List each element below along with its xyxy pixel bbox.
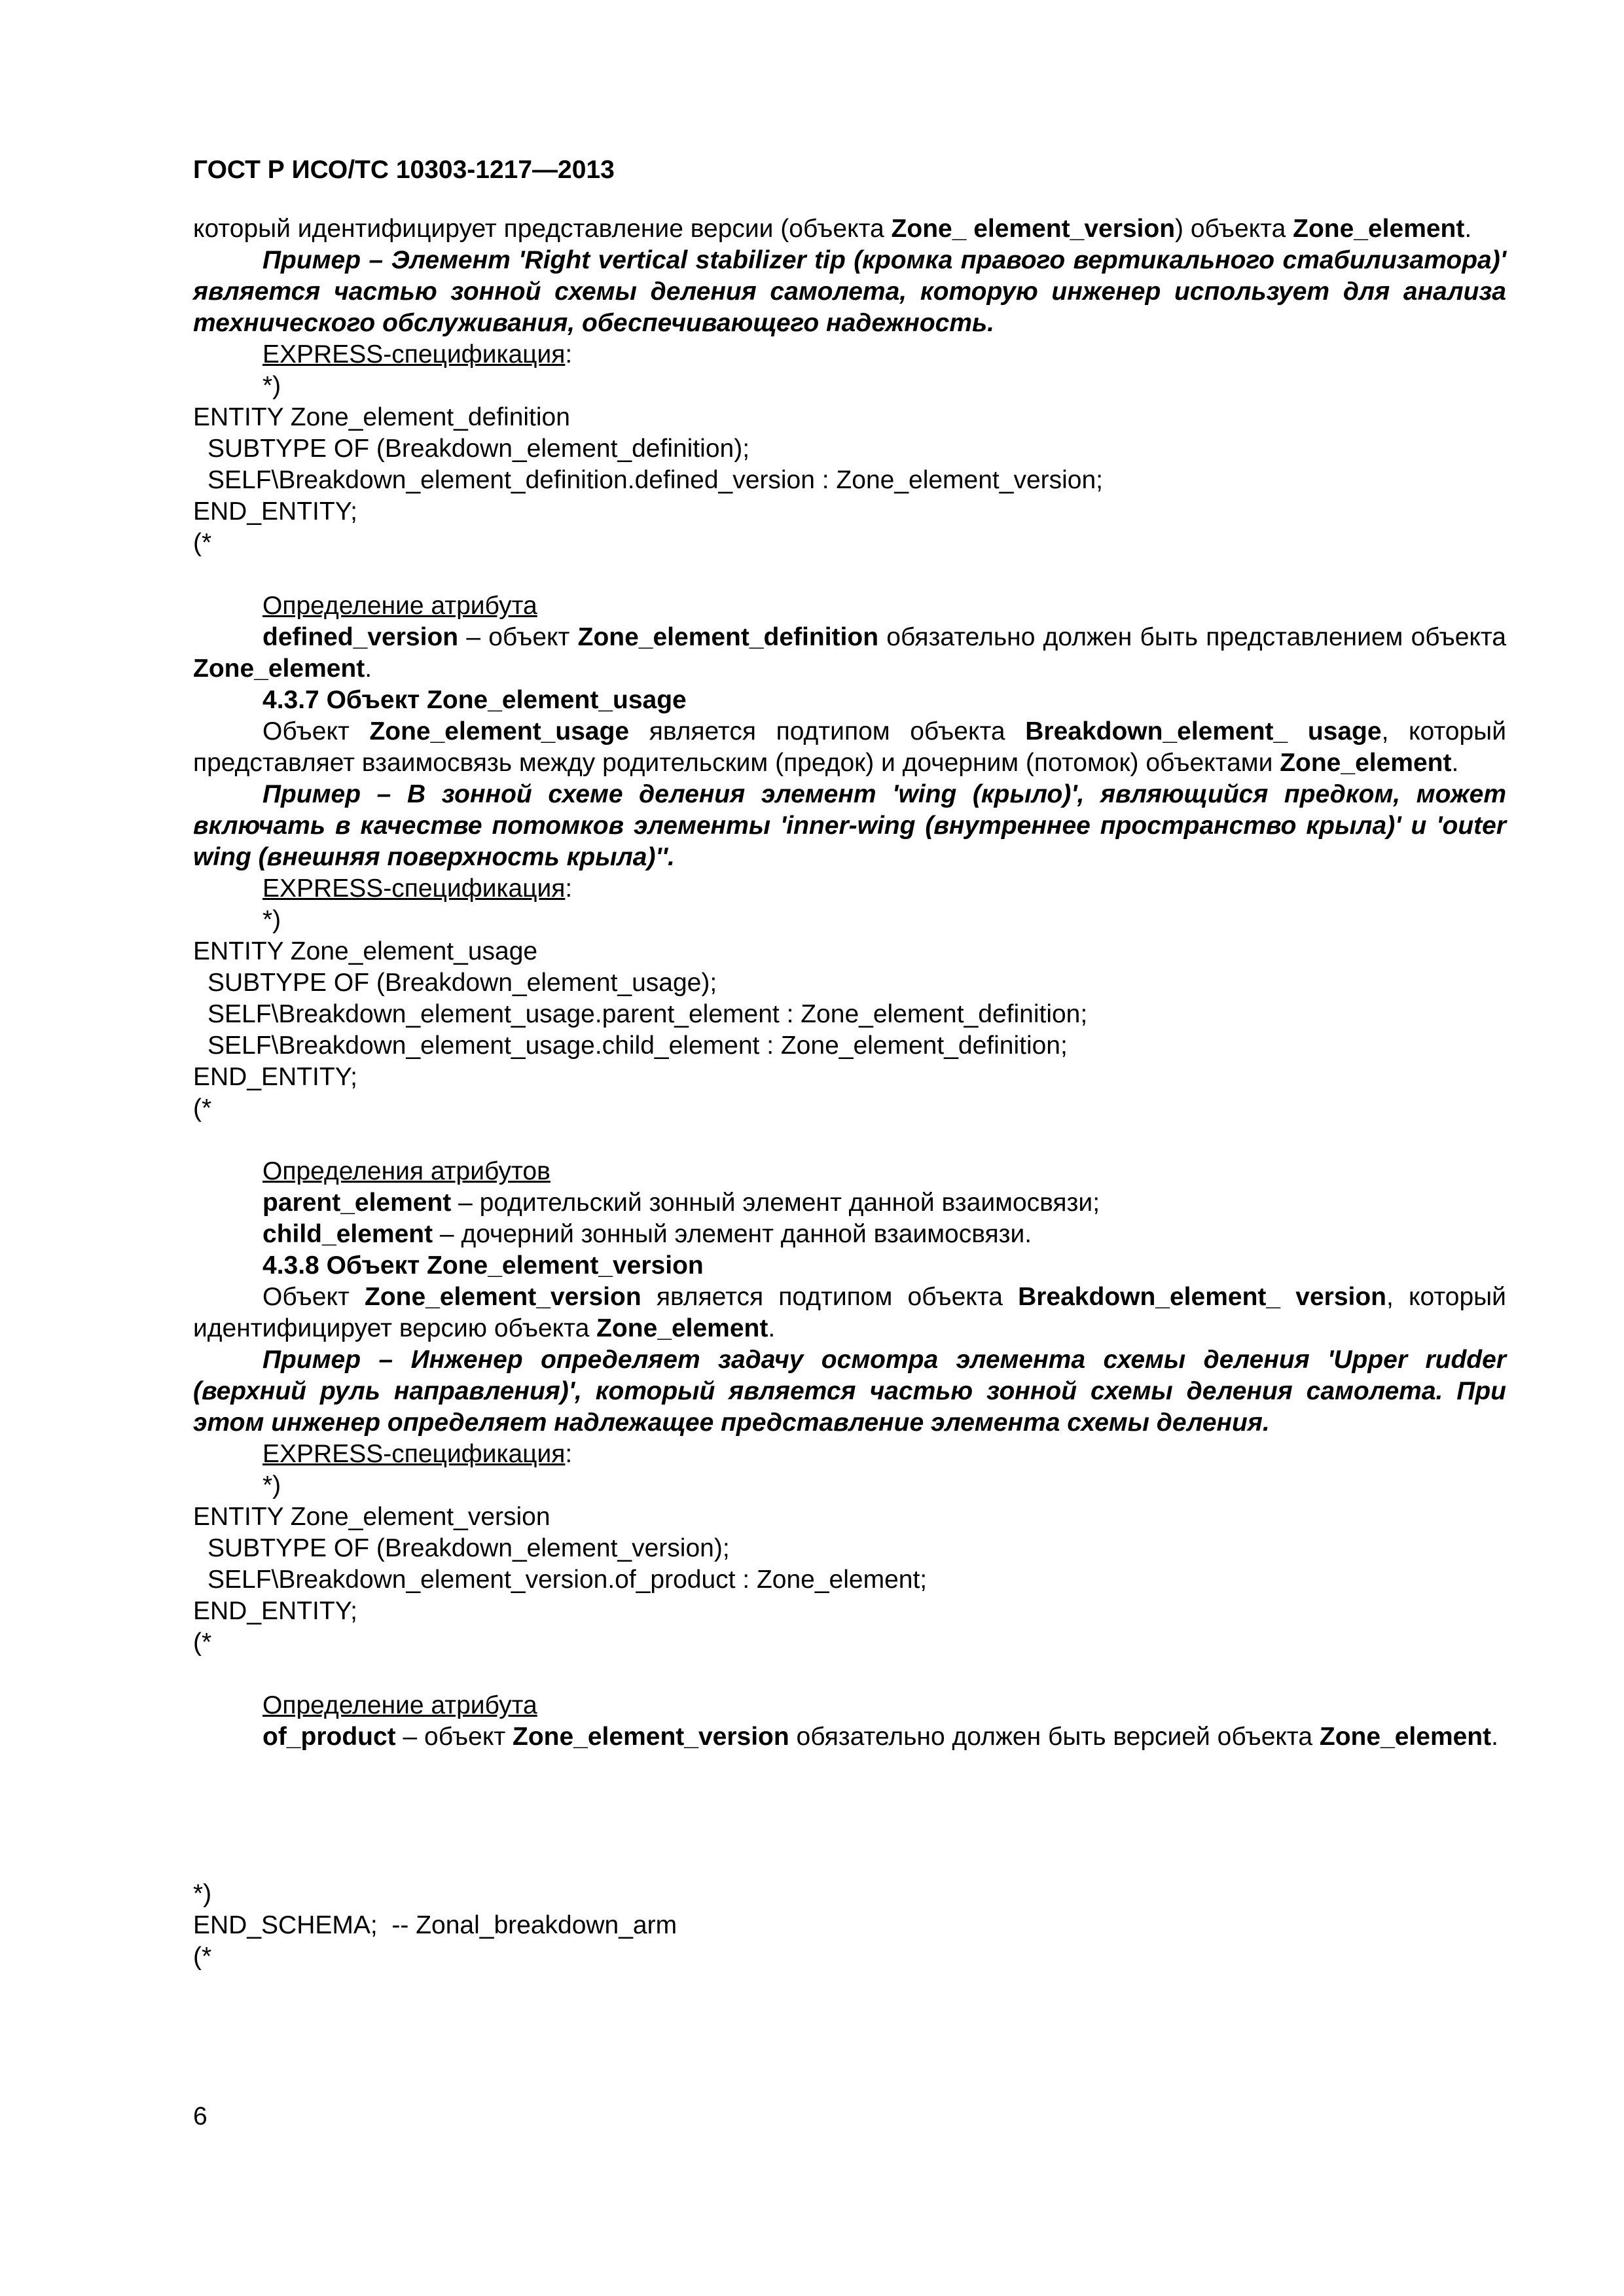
code-subtype-2: SUBTYPE OF (Breakdown_element_usage); <box>208 969 717 997</box>
section-heading-437: 4.3.7 Объект Zone_element_usage <box>262 686 687 714</box>
code-open-3: *) <box>262 1471 281 1499</box>
attr-def-heading-3: Определение атрибута <box>262 1691 537 1719</box>
example-2: Пример – В зонной схеме деления элемент 'wing (крыло)', являющийся предком, может включать в качестве потомков элементы 'inner-wing (внутреннее пространство крыла)' и 'outer wing (внешняя поверхность крыла)''. <box>193 780 1506 871</box>
code-end-entity-1: END_ENTITY; <box>193 497 358 526</box>
express-heading-3: EXPRESS-спецификация: <box>262 1440 573 1468</box>
code-open-1: *) <box>262 372 281 400</box>
code-close-final: (* <box>193 1943 212 1971</box>
code-entity-1: ENTITY Zone_element_definition <box>193 403 570 431</box>
code-self-2a: SELF\Breakdown_element_usage.parent_element : Zone_element_definition; <box>208 1000 1088 1028</box>
code-end-entity-3: END_ENTITY; <box>193 1597 358 1625</box>
code-open-2: *) <box>262 906 281 934</box>
code-close-2: (* <box>193 1094 212 1122</box>
code-entity-3: ENTITY Zone_element_version <box>193 1503 550 1531</box>
section-heading-438: 4.3.8 Объект Zone_element_version <box>262 1251 704 1280</box>
express-heading-2: EXPRESS-спецификация: <box>262 874 573 903</box>
code-subtype-3: SUBTYPE OF (Breakdown_element_version); <box>208 1534 730 1562</box>
code-open-final: *) <box>193 1880 212 1908</box>
code-self-2b: SELF\Breakdown_element_usage.child_element : Zone_element_definition; <box>208 1031 1068 1060</box>
attr-def-defined-version: defined_version – объект Zone_element_definition обязательно должен быть представлением объекта Zone_element. <box>193 623 1506 683</box>
express-heading-1: EXPRESS-спецификация: <box>262 340 573 368</box>
attr-def-parent-element: parent_element – родительский зонный элемент данной взаимосвязи; <box>262 1189 1100 1217</box>
attrs-def-heading: Определения атрибутов <box>262 1157 550 1185</box>
code-close-1: (* <box>193 529 212 557</box>
code-end-entity-2: END_ENTITY; <box>193 1063 358 1091</box>
paragraph-438: Объект Zone_element_version является подтипом объекта Breakdown_element_ version, который идентифицирует версию объекта Zone_element. <box>193 1283 1506 1342</box>
paragraph-437: Объект Zone_element_usage является подтипом объекта Breakdown_element_ usage, который представляет взаимосвязь между родительским (предок) и дочерним (потомок) объектами Zone_element. <box>193 717 1506 777</box>
attr-def-heading-1: Определение атрибута <box>262 592 537 620</box>
code-self-3: SELF\Breakdown_element_version.of_product : Zone_element; <box>208 1566 928 1594</box>
code-entity-2: ENTITY Zone_element_usage <box>193 937 538 965</box>
code-subtype-1: SUBTYPE OF (Breakdown_element_definition); <box>208 435 750 463</box>
example-1: Пример – Элемент 'Right vertical stabilizer tip (кромка правого вертикального стабилизатора)' является частью зонной схемы деления самолета, которую инженер использует для анализа технического обслуживания, обеспечивающего надежность. <box>193 246 1506 337</box>
attr-def-of-product: of_product – объект Zone_element_version обязательно должен быть версией объекта Zone_element. <box>262 1723 1498 1751</box>
code-self-1: SELF\Breakdown_element_definition.defined_version : Zone_element_version; <box>208 466 1104 494</box>
page-number: 6 <box>193 2102 208 2130</box>
attr-def-child-element: child_element – дочерний зонный элемент данной взаимосвязи. <box>262 1220 1032 1248</box>
page-content <box>193 213 1506 1973</box>
paragraph-intro: который идентифицирует представление версии (объекта Zone_ element_version) объекта Zone_element. <box>193 215 1472 243</box>
document-header: ГОСТ Р ИСО/ТС 10303-1217—2013 <box>193 156 615 184</box>
example-3: Пример – Инженер определяет задачу осмотра элемента схемы деления 'Upper rudder (верхний руль направления)', который является частью зонной схемы деления самолета. При этом инженер определяет надлежащее представление элемента схемы деления. <box>193 1346 1506 1437</box>
code-end-schema: END_SCHEMA; -- Zonal_breakdown_arm <box>193 1911 677 1939</box>
code-close-3: (* <box>193 1628 212 1657</box>
